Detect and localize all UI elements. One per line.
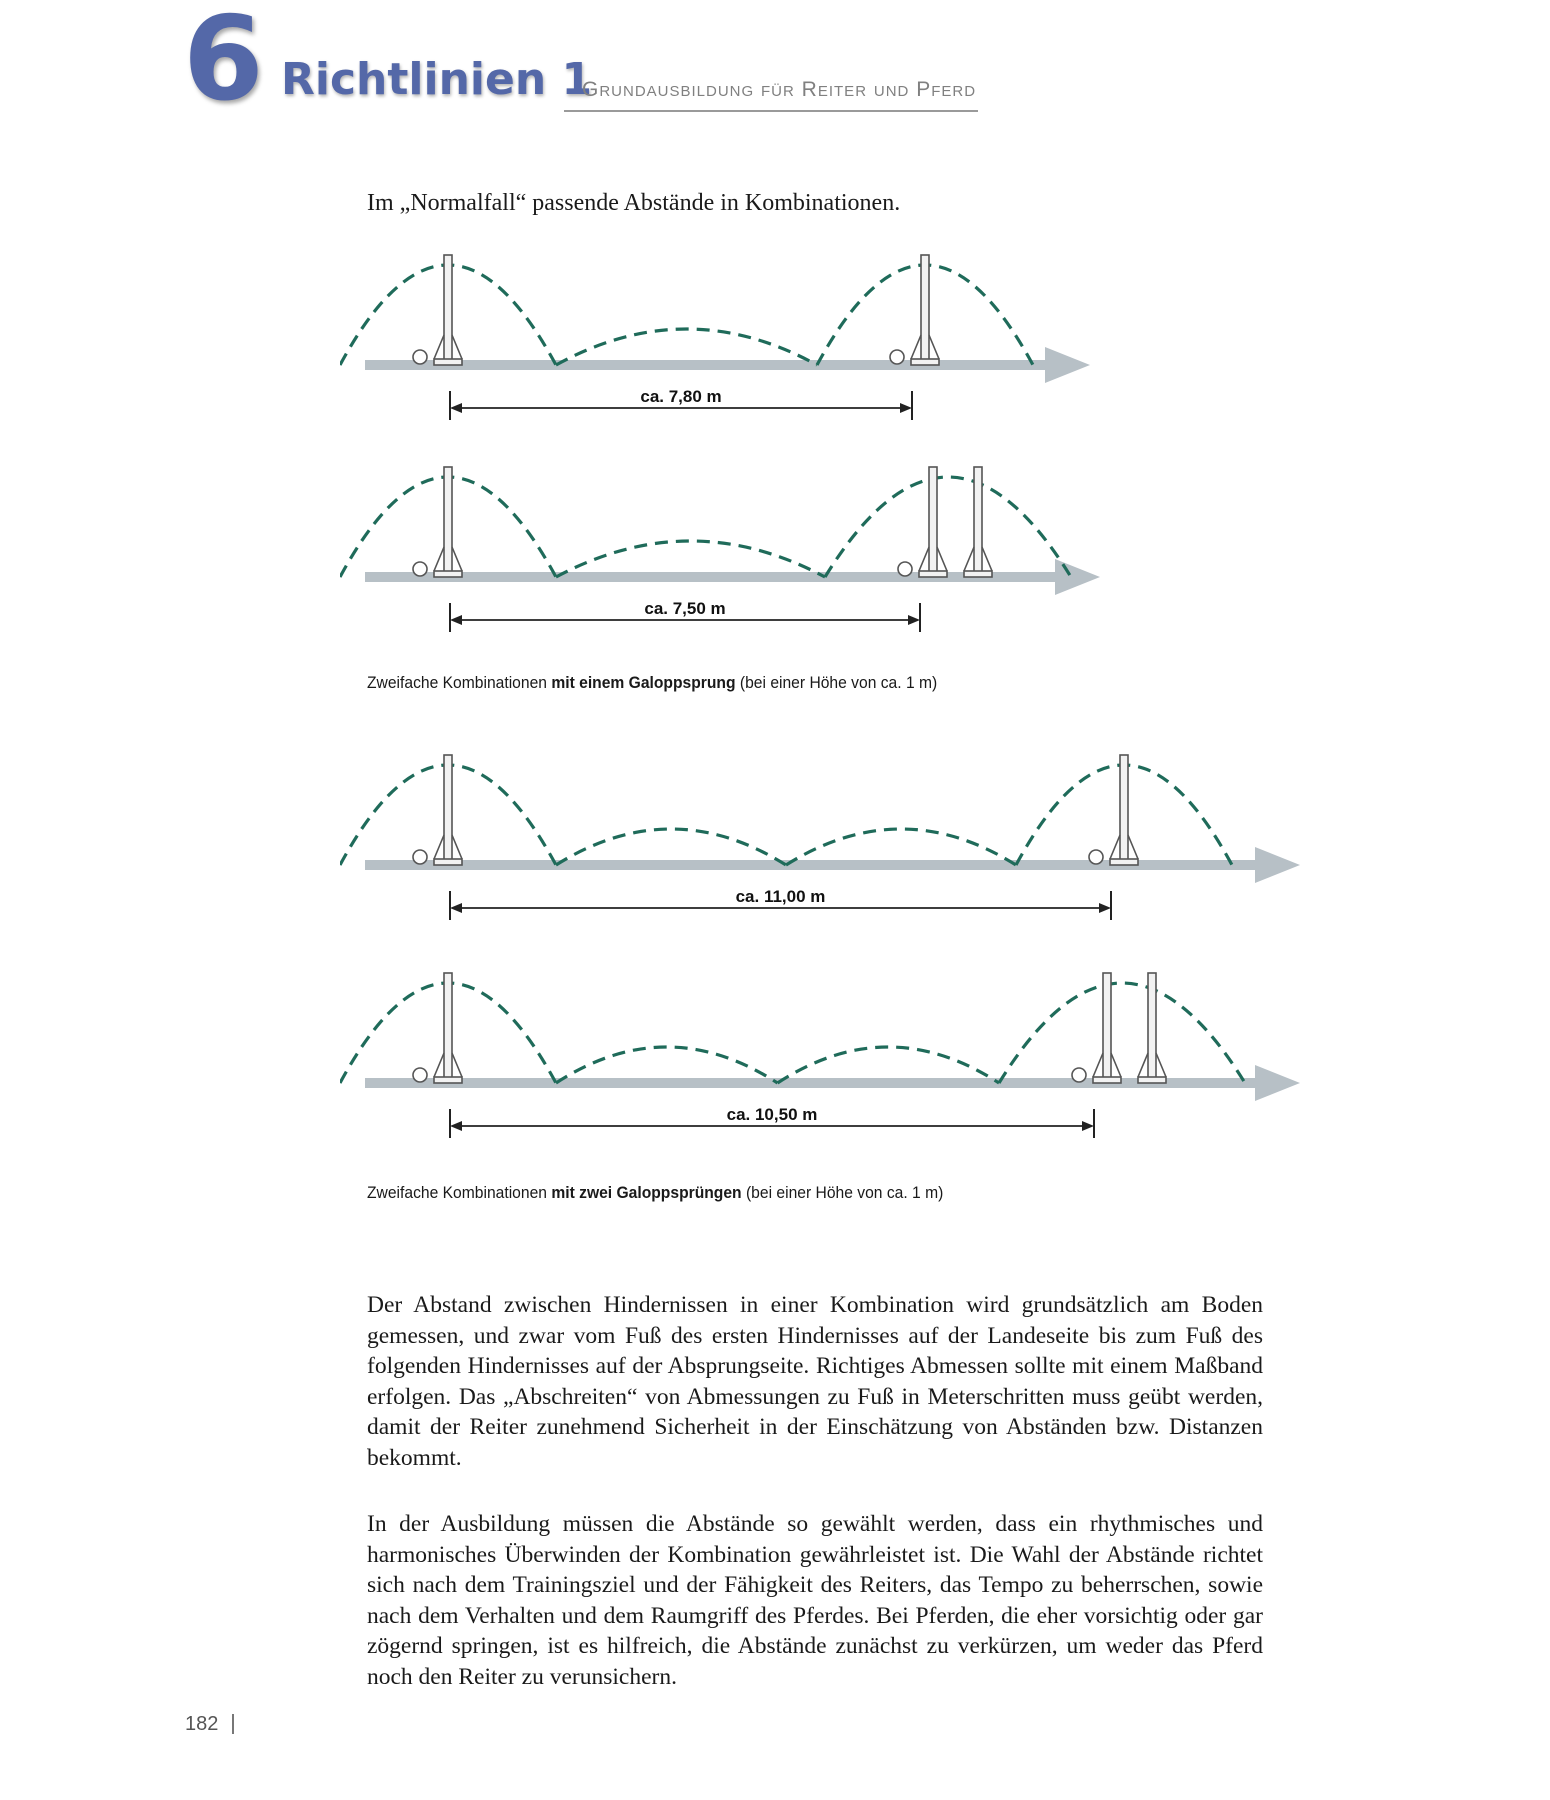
dimension-arrowhead (1082, 1121, 1094, 1131)
caption-emphasis: mit einem Galoppsprung (551, 673, 736, 692)
body-paragraph-2: In der Ausbildung müssen die Abstände so gewählt werden, dass ein rhythmisches und harmonisches Überwinden der Kombination gewährleistet ist. Die Wahl der Abstände richtet sich nach dem Trainingsziel und der Fähigkeit des Reiters, das Tempo zu beherrschen, sowie nach dem Verhalten und dem Raumgriff des Pferdes. Bei Pferden, die eher vorsichtig oder gar zögernd springen, ist es hilfreich, die Abstände zunächst zu verkürzen, um weder das Pferd noch den Reiter zu verunsichern. (367, 1511, 1263, 1690)
fence-post (444, 467, 452, 573)
stride-arc (556, 829, 786, 865)
direction-arrow (1255, 847, 1300, 883)
chapter-subtitle: Grundausbildung für Reiter und Pferd (582, 78, 977, 101)
dimension-arrowhead (1099, 903, 1111, 913)
page-number-bar (232, 1714, 234, 1734)
dimension-arrowhead (908, 615, 920, 625)
stride-arc (556, 541, 825, 577)
dimension-arrowhead (450, 903, 462, 913)
intro-sentence: Im „Normalfall“ passende Abstände in Kombinationen. (367, 190, 901, 216)
chapter-number: 6 (183, 0, 264, 127)
fence-post (1103, 973, 1111, 1079)
jump-arc (825, 477, 1071, 577)
caption-text: (bei einer Höhe von ca. 1 m) (735, 673, 938, 692)
dimension-arrowhead (450, 1121, 462, 1131)
fence-post (1148, 973, 1156, 1079)
fence-foot (1110, 859, 1138, 865)
ground-ball (898, 562, 912, 576)
dimension-arrowhead (900, 403, 912, 413)
direction-arrow (1255, 1065, 1300, 1101)
fence-foot (434, 859, 462, 865)
diagram-svg (340, 740, 1310, 920)
distance-label: ca. 7,80 m (640, 387, 722, 406)
distance-diagram-2 (340, 452, 1310, 632)
stride-arc (556, 1047, 778, 1083)
fence-foot (434, 1077, 462, 1083)
fence-foot (434, 359, 462, 365)
ground-line (365, 572, 1060, 582)
fence-foot (1138, 1077, 1166, 1083)
distance-label: ca. 10,50 m (726, 1105, 818, 1124)
ground-ball (1089, 850, 1103, 864)
stride-arc (778, 1047, 1000, 1083)
ground-ball (413, 1068, 427, 1082)
caption-one-stride (367, 673, 937, 693)
fence-foot (1093, 1077, 1121, 1083)
dimension-arrowhead (450, 403, 462, 413)
ground-ball (890, 350, 904, 364)
fence-post (444, 973, 452, 1079)
ground-ball (413, 562, 427, 576)
fence-post (444, 255, 452, 361)
distance-diagram-4 (340, 958, 1310, 1138)
distance-label: ca. 11,00 m (735, 887, 826, 906)
fence-foot (964, 571, 992, 577)
ground-line (365, 1078, 1260, 1088)
stride-arc (556, 329, 817, 365)
ground-line (365, 360, 1050, 370)
fence-foot (919, 571, 947, 577)
jump-arc (999, 983, 1245, 1083)
distance-diagram-3 (340, 740, 1310, 920)
ground-ball (413, 850, 427, 864)
diagram-svg (340, 452, 1310, 632)
caption-text: Zweifache Kombinationen (367, 673, 552, 692)
direction-arrow (1055, 559, 1100, 595)
distance-diagram-1 (340, 240, 1310, 420)
chapter-title: Richtlinien 1 (281, 54, 593, 105)
diagram-svg (340, 958, 1310, 1138)
caption-text: Zweifache Kombinationen (367, 1183, 552, 1202)
direction-arrow (1045, 347, 1090, 383)
fence-post (974, 467, 982, 573)
fence-foot (911, 359, 939, 365)
header-rule (564, 110, 978, 112)
dimension-arrowhead (450, 615, 462, 625)
page-number: 182 (185, 1713, 219, 1735)
caption-two-strides (367, 1183, 943, 1203)
stride-arc (786, 829, 1016, 865)
caption-text: (bei einer Höhe von ca. 1 m) (741, 1183, 944, 1202)
fence-foot (434, 571, 462, 577)
diagram-svg (340, 240, 1310, 420)
fence-post (444, 755, 452, 861)
body-paragraph-1: Der Abstand zwischen Hindernissen in einer Kombination wird grundsätzlich am Boden gemessen, und zwar vom Fuß des ersten Hindernisses auf der Landeseite bis zum Fuß des folgenden Hindernisses auf der Absprungseite. Richtiges Abmessen sollte mit einem Maßband erfolgen. Das „Abschreiten“ von Abmessungen zu Fuß in Meterschritten muss geübt werden, damit der Reiter zunehmend Sicherheit in der Einschätzung von Abständen bzw. Distanzen bekommt. (367, 1292, 1263, 1471)
caption-emphasis: mit zwei Galoppsprüngen (551, 1183, 742, 1202)
fence-post (1120, 755, 1128, 861)
distance-label: ca. 7,50 m (644, 599, 726, 618)
ground-ball (413, 350, 427, 364)
fence-post (929, 467, 937, 573)
fence-post (921, 255, 929, 361)
ground-ball (1072, 1068, 1086, 1082)
